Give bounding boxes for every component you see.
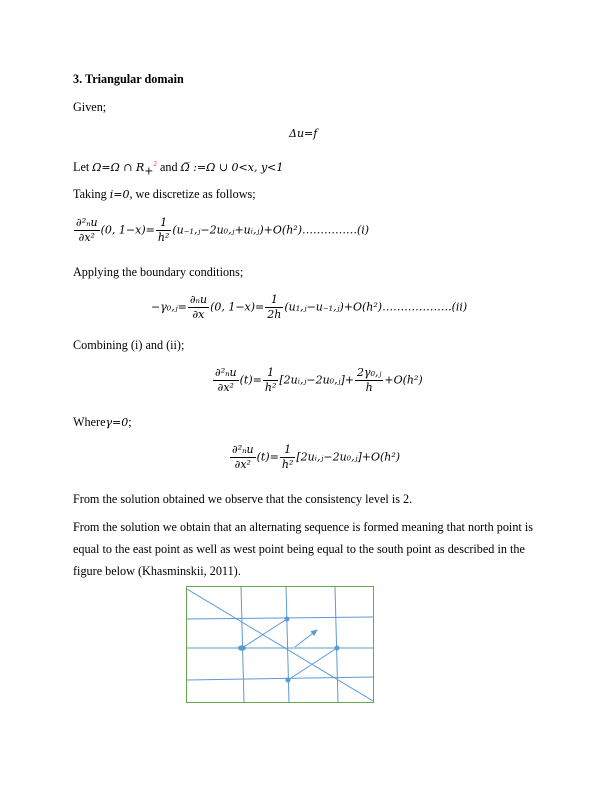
eq1-lhs-den: ∂x² <box>78 231 95 244</box>
diagonal-line <box>187 589 373 701</box>
grid-line-vertical <box>286 587 289 702</box>
where-suffix: ; <box>128 415 132 429</box>
eq2-d-num: ∂ₙu <box>189 293 208 306</box>
section-heading: 3. Triangular domain <box>73 72 184 86</box>
grid-line-horizontal <box>187 677 373 680</box>
eq3-derivative <box>213 366 239 395</box>
grid-line-vertical <box>335 587 338 702</box>
eq2-coef-num: 1 <box>265 293 283 308</box>
consistency-paragraph: From the solution obtained we observe that the consistency level is 2. <box>73 492 413 506</box>
eq3-lhs-num: ∂²ₙu <box>215 366 237 379</box>
equation-main: Δu=f <box>289 127 318 140</box>
eq3-args: (t)= <box>239 373 262 387</box>
eq1-body: (u₋₁,ⱼ−2u₀,ⱼ+uᵢ,ⱼ)+O(h²)……………(i) <box>172 223 370 237</box>
paragraph-line: equal to the east point as well as west point being equal to the south point as described in the <box>73 542 525 556</box>
stencil-link <box>242 619 287 648</box>
paragraph-line: figure below (Khasminskii, 2011). <box>73 564 241 578</box>
alternating-paragraph <box>73 516 543 582</box>
eq2-body: (u₁,ⱼ−u₋₁,ⱼ)+O(h²)……………….(ii) <box>284 300 468 314</box>
eq3-gamma-fraction <box>355 366 383 395</box>
eq3-body: [2uᵢ,ⱼ−2u₀,ⱼ]+ <box>279 373 354 387</box>
stencil-diagram <box>187 587 373 702</box>
eq2-lhs: −γ₀,ⱼ= <box>151 300 187 314</box>
eq4-lhs-den: ∂x² <box>234 458 251 471</box>
eq1-coefficient <box>156 216 172 245</box>
eq3-lhs-den: ∂x² <box>217 381 234 394</box>
grid-node-north <box>285 617 290 622</box>
eq4-coef-den: h² <box>281 458 294 471</box>
eq2-args: (0, 1−x)= <box>210 300 265 314</box>
where-prefix: Where <box>73 415 106 429</box>
eq2-coefficient <box>265 293 283 322</box>
stencil-figure <box>186 586 374 703</box>
eq4-args: (t)= <box>256 450 279 464</box>
where-math: γ=0 <box>105 416 129 429</box>
eq4-coefficient <box>280 443 296 472</box>
equation-reduced <box>229 443 400 472</box>
eq2-coef-den: 2h <box>267 308 282 321</box>
eq2-d-den: ∂x <box>192 308 205 321</box>
grid-node-south <box>286 678 291 683</box>
where-line <box>73 411 132 434</box>
eq1-coef-den: h² <box>157 231 170 244</box>
given-label: Given; <box>73 100 107 114</box>
eq3-tail: +O(h²) <box>384 373 423 387</box>
taking-math: i=0 <box>109 188 130 201</box>
eq1-args: (0, 1−x)= <box>100 223 155 237</box>
eq1-coef-num: 1 <box>156 216 172 231</box>
equation-ii <box>151 293 467 322</box>
combining-label: Combining (i) and (ii); <box>73 338 185 352</box>
eq4-lhs-num: ∂²ₙu <box>232 443 254 456</box>
eq4-body: [2uᵢ,ⱼ−2u₀,ⱼ]+O(h²) <box>296 450 401 464</box>
taking-line <box>73 183 256 206</box>
eq3-coef-den: h² <box>264 381 277 394</box>
eq3-frac2-den: h <box>365 381 373 394</box>
grid-line-horizontal <box>187 617 373 619</box>
boundary-label: Applying the boundary conditions; <box>73 265 244 279</box>
grid-node-west <box>238 645 246 651</box>
eq2-derivative <box>188 293 209 322</box>
eq4-derivative <box>230 443 256 472</box>
omega-bar-definition: Ω̅ :=Ω ∪ 0<x, y<1 <box>180 161 284 175</box>
let-prefix: Let <box>73 160 93 175</box>
taking-suffix: , we discretize as follows; <box>129 187 256 201</box>
taking-prefix: Taking <box>73 187 110 201</box>
eq4-coef-num: 1 <box>280 443 296 458</box>
eq1-lhs-num: ∂²ₙu <box>76 216 98 229</box>
eq3-frac2-num: 2γ₀,ⱼ <box>357 366 382 379</box>
omega-definition: Ω=Ω ∩ R <box>92 161 145 175</box>
eq3-coefficient <box>263 366 279 395</box>
grid-line-vertical <box>241 587 244 702</box>
let-line <box>73 153 283 183</box>
omega-subscript: + <box>144 164 154 178</box>
equation-combined <box>212 366 423 395</box>
eq3-coef-num: 1 <box>263 366 279 381</box>
grid-node-east <box>335 646 340 651</box>
paragraph-line: From the solution we obtain that an alternating sequence is formed meaning that north point is <box>73 520 533 534</box>
stencil-arrow <box>295 630 317 647</box>
omega-superscript: 2 <box>153 160 157 168</box>
and-word: and <box>156 160 181 175</box>
equation-i <box>73 216 369 245</box>
eq1-derivative <box>74 216 100 245</box>
